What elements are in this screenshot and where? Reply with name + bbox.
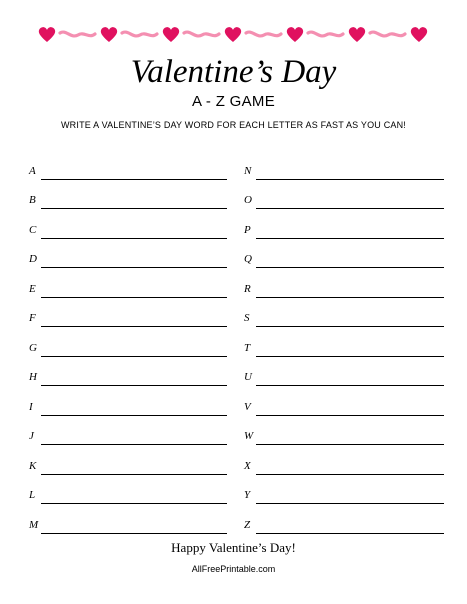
left-column <box>25 150 227 534</box>
heart-icon <box>163 27 179 42</box>
heart-icon <box>39 27 55 42</box>
answer-row <box>240 416 444 446</box>
row-letter: T <box>244 341 251 354</box>
row-letter: U <box>244 371 252 383</box>
instructions: WRITE A VALENTINE’S DAY WORD FOR EACH LETTER AS FAST AS YOU CAN! <box>60 120 407 130</box>
answer-row <box>25 327 227 357</box>
row-letter: P <box>244 223 251 236</box>
answer-line[interactable] <box>256 533 444 534</box>
heart-border <box>0 20 467 50</box>
answer-row <box>240 445 444 475</box>
answer-row <box>240 357 444 387</box>
heart-icon <box>101 27 117 42</box>
row-letter: W <box>244 430 254 442</box>
row-letter: S <box>244 312 250 324</box>
answer-row <box>240 150 444 180</box>
row-letter: F <box>29 312 36 324</box>
answer-line[interactable] <box>41 533 227 534</box>
answer-row <box>240 268 444 298</box>
row-letter: J <box>29 430 34 442</box>
row-letter: R <box>244 282 251 295</box>
answer-row <box>25 357 227 387</box>
swirl-icon <box>246 32 281 36</box>
answer-row <box>25 180 227 210</box>
swirl-icon <box>370 32 405 36</box>
footer-greeting: Happy Valentine’s Day! <box>171 540 296 555</box>
answer-row <box>25 416 227 446</box>
answer-row <box>240 327 444 357</box>
row-letter: L <box>29 489 36 501</box>
answer-row <box>25 150 227 180</box>
answer-row <box>25 386 227 416</box>
answer-row <box>240 298 444 328</box>
answer-row <box>25 475 227 505</box>
row-letter: I <box>29 400 33 413</box>
answer-row <box>240 386 444 416</box>
row-letter: E <box>29 282 36 295</box>
row-letter: V <box>244 400 251 413</box>
heart-icon <box>287 27 303 42</box>
right-column <box>240 150 444 534</box>
row-letter: M <box>29 518 39 531</box>
row-letter: K <box>29 459 37 472</box>
answer-row <box>25 209 227 239</box>
row-letter: Q <box>244 253 252 265</box>
answer-row <box>25 268 227 298</box>
subtitle: A - Z GAME <box>191 93 275 110</box>
answer-row <box>25 445 227 475</box>
answer-row <box>25 504 227 534</box>
site-credit: AllFreePrintable.com <box>191 564 276 574</box>
row-letter: A <box>29 164 36 177</box>
row-letter: Z <box>244 518 251 531</box>
heart-icon <box>349 27 365 42</box>
heart-icon <box>225 27 241 42</box>
heart-icon <box>411 27 427 42</box>
swirl-icon <box>60 32 95 36</box>
answer-row <box>25 239 227 269</box>
answer-row <box>240 504 444 534</box>
answer-row <box>240 475 444 505</box>
answer-row <box>240 239 444 269</box>
row-letter: G <box>29 341 37 354</box>
row-letter: C <box>29 223 37 236</box>
answer-row <box>240 209 444 239</box>
answer-row <box>240 180 444 210</box>
row-letter: H <box>29 371 37 383</box>
swirl-icon <box>122 32 157 36</box>
page-title: Valentine’s Day <box>130 54 337 90</box>
row-letter: D <box>29 253 37 265</box>
row-letter: N <box>244 164 252 177</box>
swirl-icon <box>184 32 219 36</box>
row-letter: Y <box>244 489 251 501</box>
row-letter: O <box>244 194 252 206</box>
swirl-icon <box>308 32 343 36</box>
answer-row <box>25 298 227 328</box>
row-letter: X <box>244 459 251 472</box>
row-letter: B <box>29 194 36 206</box>
